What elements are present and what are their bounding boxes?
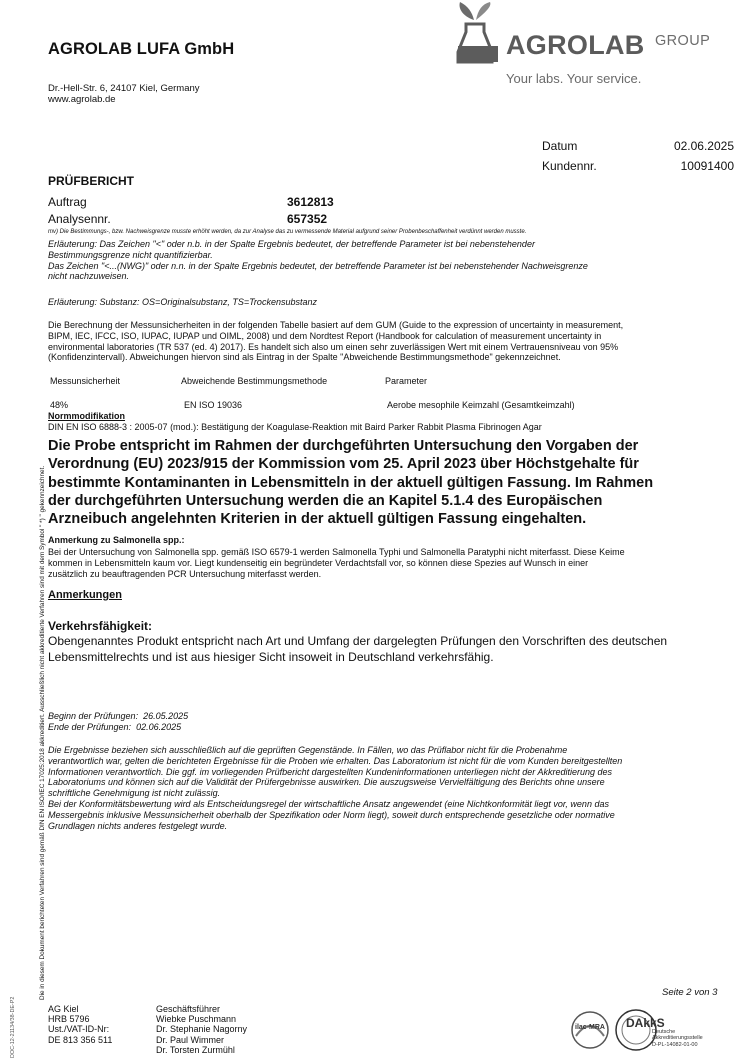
address-line: Dr.-Hell-Str. 6, 24107 Kiel, Germany — [48, 83, 200, 94]
page-number: Seite 2 von 3 — [662, 987, 718, 998]
footer-line: Dr. Stephanie Nagorny — [156, 1024, 248, 1035]
text-line: nicht nachzuweisen. — [48, 271, 130, 282]
website-link[interactable]: www.agrolab.de — [48, 94, 116, 105]
text-line: verantwortlich war, gelten die berichteten Ergebnisse für die Proben wie erhalten. Das Laboratorium ist nicht für die vom Kunden bereitgestellten — [48, 755, 623, 766]
text-line: schriftliche Genehmigung ist nicht zulässig. — [48, 788, 221, 799]
footer-line: HRB 5796 — [48, 1014, 90, 1025]
norm-heading: Normmodifikation — [48, 411, 126, 421]
measurement-uncertainty-text — [48, 320, 738, 363]
footer-management — [156, 1004, 247, 1055]
auftrag-value: 3612813 — [287, 195, 334, 209]
logo-wordmark: AGROLAB — [506, 30, 645, 60]
footer-line: Dr. Torsten Zurmühl — [156, 1044, 235, 1055]
salmonella-text — [48, 547, 738, 579]
analysennr-row — [48, 212, 328, 226]
text-line: Bestimmungsgrenze nicht quantifizierbar. — [48, 249, 213, 260]
text-line: Die Ergebnisse beziehen sich ausschließlich auf die geprüften Gegenstände. In Fällen, wo das Prüflabor nicht für die Probenahme — [48, 745, 568, 755]
footnote-mv: mv) Die Bestimmungs-, bzw. Nachweisgrenze musste erhöht werden, da zur Analyse das zu vermessende Material aufgrund seiner Probenbeschaffenheit verdünnt werden musste. — [48, 229, 527, 235]
kundennr-row — [542, 159, 734, 173]
text-line: Grundlagen nichts anderes festgelegt wurde. — [48, 820, 228, 831]
norm-text: DIN EN ISO 6888-3 : 2005-07 (mod.): Bestätigung der Koagulase-Reaktion mit Baird Parker Rabbit Plasma Fibrinogen Agar — [48, 422, 542, 432]
text-line: Messergebnis inklusive Messunsicherheit oberhalb der Spezifikation oder Norm liegt), soweit durch entsprechende gesetzliche oder normative — [48, 809, 615, 820]
text-line: Das Zeichen "<...(NWG)" oder n.n. in der Spalte Ergebnis bedeutet, der betreffende Parameter ist bei nebenstehender Nachweisgrenze — [48, 260, 588, 271]
table-header-method: Abweichende Bestimmungsmethode — [181, 376, 328, 386]
beginn-label: Beginn der Prüfungen: — [48, 711, 139, 721]
auftrag-row — [48, 195, 334, 209]
text-line: Informationen verantwortlich. Die ggf. im vorliegenden Prüfbericht dargestellten Kundeninformationen unterliegen nicht der Akkreditierung des — [48, 766, 612, 777]
text-line: (Konfidenzintervall). Abweichungen hiervon sind als Eintrag in der Spalte "Abweichende Bestimmungsmethode" gekennzeichnet. — [48, 352, 561, 363]
text-line: Verordnung (EU) 2023/915 der Kommission vom 25. April 2023 über Höchstgehalte für — [48, 456, 639, 473]
dakks-id: D-PL-14082-01-00 — [652, 1041, 698, 1048]
text-line: Bei der Konformitätsbewertung wird als Entscheidungsregel der wirtschaftliche Ansatz angewendet (eine Nichtkonformität liegt vor, wenn das — [48, 798, 609, 809]
footer-line: Wiebke Puschmann — [156, 1014, 237, 1025]
text-line: Laboratoriums und können sich auf die Validität der Prüfergebnisse auswirken. Die auszugsweise Vervielfältigung des Berichts ohne unsere — [48, 777, 605, 788]
footer-registry — [48, 1004, 112, 1045]
beginn-value: 26.05.2025 — [143, 711, 189, 721]
test-dates — [48, 711, 698, 733]
company-address — [48, 83, 200, 105]
kundennr-value: 10091400 — [680, 159, 734, 173]
text-line: Arzneibuch angelehnten Kriterien in der aktuell gültigen Fassung eingehalten. — [48, 511, 587, 528]
dakks-sub-line: Akkreditierungsstelle — [652, 1035, 703, 1042]
analysennr-label: Analysennr. — [48, 212, 111, 226]
footer-line: DE 813 356 511 — [48, 1034, 113, 1045]
anmerkungen-heading: Anmerkungen — [48, 589, 122, 601]
explanation-substance: Erläuterung: Substanz: OS=Originalsubstanz, TS=Trockensubstanz — [48, 297, 317, 307]
salmonella-heading: Anmerkung zu Salmonella spp.: — [48, 535, 185, 545]
footer-title: Geschäftsführer — [156, 1004, 221, 1014]
disclaimer-text — [48, 745, 738, 831]
text-line: Bei der Untersuchung von Salmonella spp. gemäß ISO 6579-1 werden Salmonella Typhi und Salmonella Paratyphi nicht miterfasst. Diese Keime — [48, 547, 625, 557]
text-line: environmental laboratories (TR 537 (ed. 4) 2017). Es handelt sich also um einen sehr zuverlässigen Wert mit einem Vertrauensniveau von 95% — [48, 341, 619, 352]
footer-line: AG Kiel — [48, 1004, 79, 1014]
text-line: Lebensmittelrechts und ist aus hiesiger Sicht insoweit in Deutschland verkehrsfähig. — [48, 649, 494, 664]
auftrag-label: Auftrag — [48, 195, 87, 209]
ende-label: Ende der Prüfungen: — [48, 721, 132, 732]
beginn-row — [48, 711, 698, 722]
ilac-label: ilac-MRA — [575, 1024, 605, 1031]
text-line: Die Berechnung der Messunsicherheiten in der folgenden Tabelle basiert auf dem GUM (Guide to the expression of uncertainty in measurement, — [48, 320, 624, 330]
text-line: Erläuterung: Das Zeichen "<" oder n.b. in der Spalte Ergebnis bedeutet, der betreffende Parameter ist bei nebenstehender — [48, 239, 535, 249]
footer-line: Ust./VAT-ID-Nr: — [48, 1024, 110, 1035]
dakks-subtitle — [652, 1029, 703, 1048]
footer-line: Dr. Paul Wimmer — [156, 1034, 225, 1045]
ende-row — [48, 722, 698, 733]
report-title: PRÜFBERICHT — [48, 174, 134, 188]
company-name: AGROLAB LUFA GmbH — [48, 40, 235, 58]
table-header-parameter: Parameter — [385, 376, 428, 386]
verkehr-text — [48, 634, 738, 665]
kundennr-label: Kundennr. — [542, 159, 597, 173]
datum-row — [542, 139, 734, 153]
table-cell-uncertainty: 48% — [50, 400, 69, 410]
table-cell-parameter: Aerobe mesophile Keimzahl (Gesamtkeimzahl) — [387, 400, 575, 410]
table-cell-method: EN ISO 19036 — [184, 400, 243, 410]
text-line: kommen in Lebensmitteln kaum vor. Liegt kundenseitig ein begründeter Verdachtsfall vor, so können diese Spezies auf Wunsch in einer — [48, 557, 589, 568]
dakks-label: DAkkS — [626, 1016, 665, 1030]
table-header-uncertainty: Messunsicherheit — [50, 376, 121, 386]
doc-id-vertical: DOC-12-21134/38-DE-P2 — [10, 996, 16, 1058]
verkehr-heading: Verkehrsfähigkeit: — [48, 619, 153, 633]
dakks-sub-line: Deutsche — [652, 1029, 676, 1035]
text-line: bestimmte Kontaminanten in Lebensmitteln in der aktuell gültigen Fassung. Im Rahmen — [48, 474, 654, 491]
text-line: Obengenanntes Produkt entspricht nach Art und Umfang der dargelegten Prüfungen den Vorschriften des deutschen — [48, 634, 668, 648]
ende-value: 02.06.2025 — [136, 721, 182, 732]
accreditation-vertical-note: Die in diesem Dokument berichteten Verfahren sind gemäß DIN EN ISO/IEC 17025:2018 akkreditiert. Ausschließlich nicht akkreditierte Verfahren sind mit dem Symbol " *) " gekennzeichnet. — [39, 465, 46, 1000]
ilac-mra-icon — [570, 1010, 610, 1050]
datum-value: 02.06.2025 — [673, 139, 734, 153]
text-line: BIPM, IEC, IFCC, ISO, IUPAC, IUPAP und OIML, 2008) und dem Nordtest Report (Handbook for calculation of measurement uncertainty in — [48, 330, 602, 341]
analysennr-value: 657352 — [287, 212, 328, 226]
text-line: der durchgeführten Untersuchung werden die an Kapitel 5.1.4 des Europäischen — [48, 492, 603, 509]
explanation-limits — [48, 239, 698, 282]
text-line: zusätzlich zu beauftragenden PCR Untersuchung miterfasst werden. — [48, 568, 322, 579]
logo-group: GROUP — [655, 33, 711, 49]
text-line: Die Probe entspricht im Rahmen der durchgeführten Untersuchung den Vorgaben der — [48, 438, 639, 454]
datum-label: Datum — [542, 139, 578, 153]
slogan: Your labs. Your service. — [506, 71, 642, 86]
conclusion-text — [48, 437, 738, 528]
